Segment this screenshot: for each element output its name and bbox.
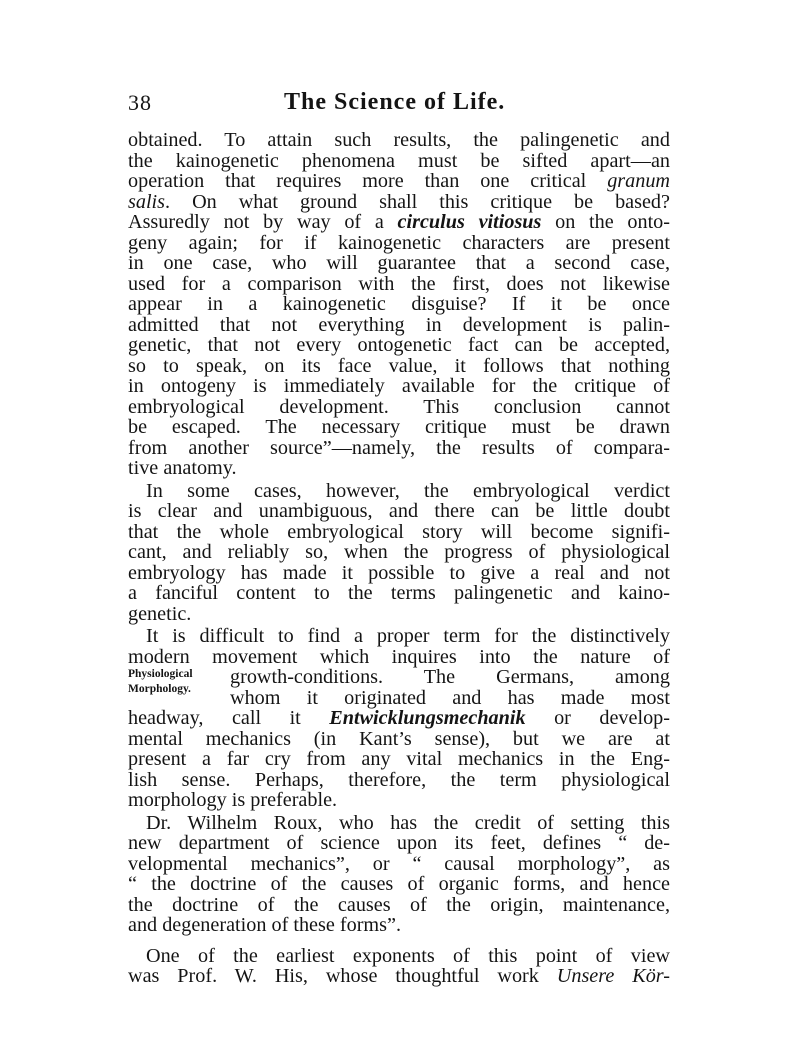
text-line: embryology has made it possible to give a real and not — [128, 561, 670, 584]
text-line: It is difficult to find a proper term for the distinctively — [146, 625, 670, 647]
text-line: is clear and unambiguous, and there can be little doubt — [128, 500, 670, 522]
text-line: embryological development. This conclusion cannot — [128, 395, 670, 418]
text-line: from another source”—namely, the results of compara- — [128, 436, 670, 459]
text-line: appear in a kainogenetic disguise? If it be once — [128, 293, 670, 315]
text-line: operation that requires more than one critical granum — [128, 170, 670, 192]
text-line: genetic. — [128, 602, 192, 625]
text-line: modern movement which inquires into the nature of — [128, 645, 670, 668]
text-line: be escaped. The necessary critique must be drawn — [128, 416, 670, 438]
text-line: present a far cry from any vital mechanics in the Eng- — [128, 748, 670, 770]
page-header — [128, 90, 673, 126]
text-line: headway, call it Entwicklungsmechanik or develop- — [128, 707, 670, 729]
text-line: genetic, that not every ontogenetic fact can be accepted, — [128, 334, 670, 356]
text-line: Assuredly not by way of a circulus vitiosus on the onto- — [128, 211, 670, 233]
paragraph-5 — [128, 946, 670, 987]
text-line: growth-conditions. The Germans, among — [230, 666, 670, 688]
text-line: used for a comparison with the first, does not likewise — [128, 272, 670, 295]
text-line: In some cases, however, the embryological verdict — [146, 479, 670, 502]
paragraph-3 — [128, 626, 670, 811]
text-line: “ the doctrine of the causes of organic forms, and hence — [128, 873, 670, 895]
text-line: Dr. Wilhelm Roux, who has the credit of setting this — [146, 811, 670, 834]
text-line: a fanciful content to the terms palingenetic and kaino- — [128, 582, 670, 604]
margin-note-line: Physiological — [128, 668, 193, 680]
text-line: lish sense. Perhaps, therefore, the term physiological — [128, 768, 670, 791]
margin-note-line: Morphology. — [128, 683, 191, 695]
body-text — [128, 130, 670, 987]
paragraph-2 — [128, 481, 670, 625]
text-line: that the whole embryological story will become signifi- — [128, 520, 670, 543]
text-line: morphology is preferable. — [128, 789, 338, 811]
text-line: and degeneration of these forms”. — [128, 914, 401, 936]
text-line: tive anatomy. — [128, 457, 237, 479]
text-line: was Prof. W. His, whose thoughtful work Unsere Kör- — [128, 965, 670, 987]
text-line: new department of science upon its feet, defines “ de- — [128, 832, 670, 854]
text-line: the doctrine of the causes of the origin, maintenance, — [128, 893, 670, 916]
text-line: obtained. To attain such results, the palingenetic and — [128, 129, 670, 151]
running-head: The Science of Life. — [284, 89, 506, 115]
text-line: velopmental mechanics”, or “ causal morphology”, as — [128, 852, 670, 875]
text-line: in ontogeny is immediately available for the critique of — [128, 375, 670, 397]
text-line: whom it originated and has made most — [230, 686, 670, 709]
text-line: geny again; for if kainogenetic characters are present — [128, 231, 670, 254]
text-line: salis. On what ground shall this critique be based? — [128, 190, 670, 213]
text-line: the kainogenetic phenomena must be sifted apart—an — [128, 149, 670, 172]
paragraph-1 — [128, 130, 670, 479]
text-line: mental mechanics (in Kant’s sense), but we are at — [128, 727, 670, 750]
text-line: One of the earliest exponents of this point of view — [146, 944, 670, 967]
text-line: so to speak, on its face value, it follows that nothing — [128, 354, 670, 377]
text-line: in one case, who will guarantee that a second case, — [128, 252, 670, 274]
text-line: cant, and reliably so, when the progress of physiological — [128, 541, 670, 563]
paragraph-4 — [128, 813, 670, 936]
page-number: 38 — [128, 90, 152, 115]
text-line: admitted that not everything in development is palin- — [128, 313, 670, 336]
